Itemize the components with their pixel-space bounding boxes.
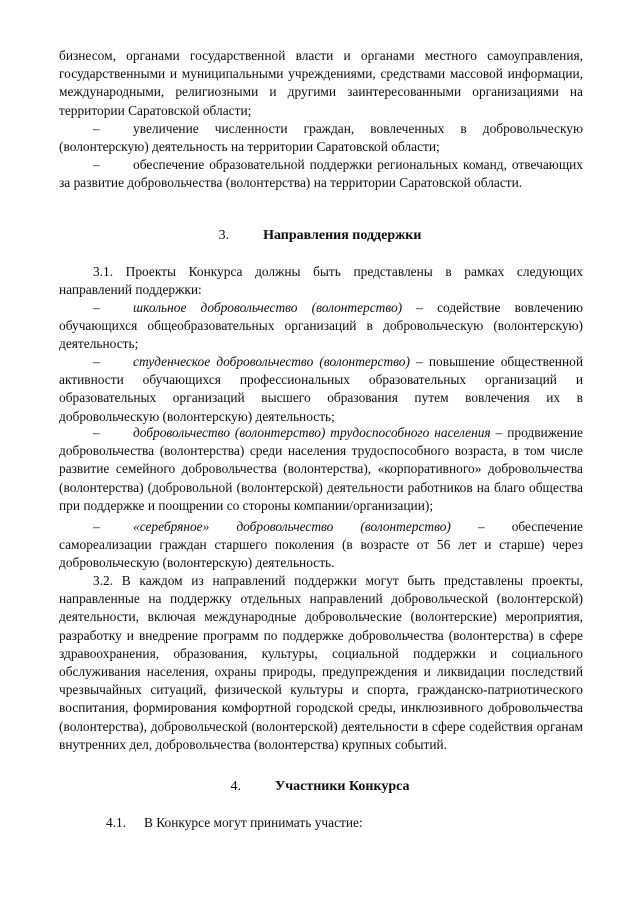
paragraph-4-1 [106,814,363,832]
section-heading-3 [0,227,640,245]
bullet-item [59,156,583,192]
direction-item [59,299,583,354]
section-title: Направления поддержки [263,228,422,243]
bullet-dash: – [93,519,100,534]
direction-item [59,424,583,515]
bullet-dash: – [93,121,100,136]
direction-text: – обеспечение самореализации граждан старшего поколения (в возрасте от 56 лет и старше) через добровольческую (волонтерскую) деятельность. [59,519,583,571]
direction-text: – содействие вовлечению обучающихся общеобразовательных организаций в добровольческую (волонтерскую) деятельность; [59,300,583,352]
section-number: 3. [218,228,230,243]
direction-text: – продвижение добровольчества (волонтерства) среди населения трудоспособного возраста, в том числе развитие семейного добровольчества (волонтерства), «корпоративного» добровольчества (волонтерства) (добровольной (волонтерской) деятельности работников на благо общества при поддержке и поощрении со стороны компании/организации); [59,425,583,513]
direction-name: студенческое добровольчество (волонтерство) [133,354,410,369]
direction-item [59,353,583,426]
direction-text: – повышение общественной активности обучающихся профессиональных образовательных организаций и образовательных организаций высшего образования путем вовлечения их в добровольческую (волонтерскую) деятельность; [59,354,583,424]
paragraph-3-2: 3.2. В каждом из направлений поддержки могут быть представлены проекты, направленные на поддержку отдельных направлений добровольческой (волонтерской) деятельности, включая международные добровольческие (волонтерские) мероприятия, разработку и внедрение программ по поддержке добровольчества (волонтерства) в сфере здравоохранения, образования, культуры, социальной поддержки и социального обслуживания населения, охраны природы, предупреждения и ликвидации последствий чрезвычайных ситуаций, физической культуры и спорта, гражданско-патриотического воспитания, формирования комфортной городской среды, инклюзивного добровольчества (волонтерства), добровольческой (волонтерской) деятельности в сфере содействия органам внутренних дел, добровольчества (волонтерства) крупных событий. [59,573,583,752]
paragraph-text: В Конкурсе могут принимать участие: [144,815,363,830]
direction-item [59,518,583,573]
bullet-text: обеспечение образовательной поддержки региональных команд, отвечающих за развитие добровольчества (волонтерства) на территории Саратовской области. [59,157,583,191]
bullet-dash: – [93,354,100,369]
bullet-text: увеличение численности граждан, вовлеченных в добровольческую (волонтерскую) деятельность на территории Саратовской области; [59,121,583,155]
section-title: Участники Конкурса [274,779,410,794]
paragraph-number: 4.1. [106,815,127,830]
bullet-dash: – [93,157,100,172]
continuation-paragraph: бизнесом, органами государственной власти и органами местного самоуправления, государственными и муниципальными учреждениями, средствами массовой информации, международными, религиозными и другими заинтересованными организациями на территории Саратовской области; [59,48,583,118]
direction-name: школьное добровольчество (волонтерство) [133,300,403,315]
direction-name: добровольчество (волонтерство) трудоспособного населения [133,425,491,440]
direction-name: «серебряное» добровольчество (волонтерство) [133,519,451,534]
section-number: 4. [230,779,241,794]
section-heading-4 [0,778,640,796]
bullet-dash: – [93,300,100,315]
paragraph-3-1: 3.1. Проекты Конкурса должны быть представлены в рамках следующих направлений поддержки: [59,264,583,298]
bullet-dash: – [93,425,100,440]
bullet-item [59,120,583,156]
